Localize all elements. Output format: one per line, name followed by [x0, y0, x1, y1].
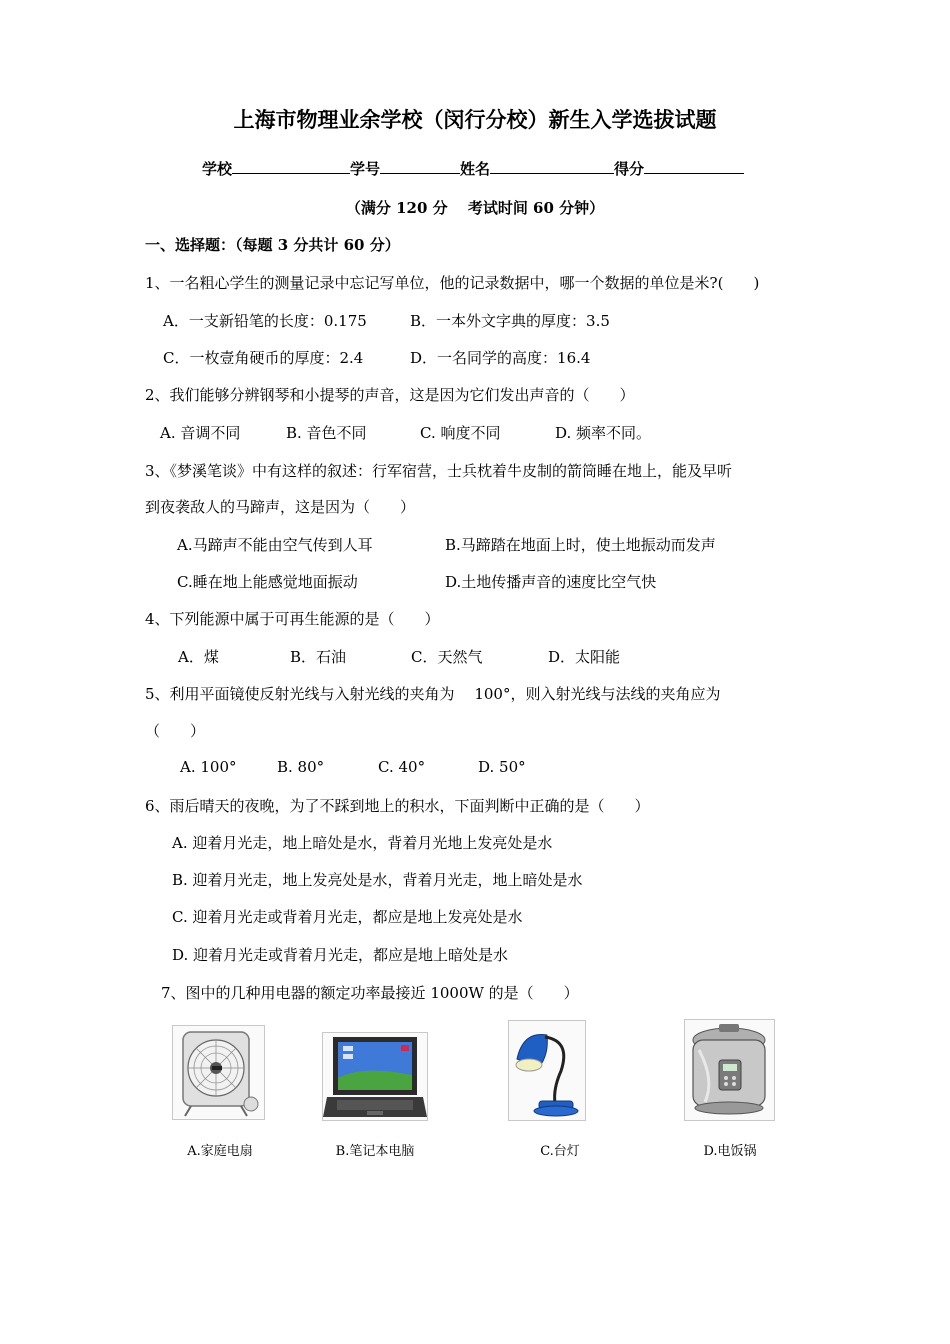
number-blank[interactable] [380, 159, 460, 174]
q1-option-b: B．一本外文字典的厚度：3.5 [410, 312, 610, 330]
q5-option-c: C. 40° [378, 758, 426, 776]
rice-cooker-image [684, 1019, 775, 1121]
q3-option-b: B.马蹄踏在地面上时，使土地振动而发声 [445, 536, 716, 554]
q5-option-a: A. 100° [180, 758, 237, 776]
q6-option-b: B. 迎着月光走，地上发亮处是水，背着月光走，地上暗处是水 [172, 871, 583, 889]
question-5-line-2: （ ） [145, 722, 206, 740]
question-3-line-1: 3、《梦溪笔谈》中有这样的叙述：行军宿营，士兵枕着牛皮制的箭筒睡在地上，能及早听 [145, 462, 733, 480]
question-6: 6、雨后晴天的夜晚，为了不踩到地上的积水，下面判断中正确的是（ ） [145, 797, 650, 815]
question-4: 4、下列能源中属于可再生能源的是（ ） [145, 610, 440, 628]
desk-lamp-image [508, 1020, 586, 1121]
q5-option-d: D. 50° [478, 758, 526, 776]
question-7: 7、图中的几种用电器的额定功率最接近 1000W 的是（ ） [161, 984, 579, 1002]
q1-option-c: C．一枚壹角硬币的厚度：2.4 [163, 349, 364, 367]
q4-option-c: C．天然气 [411, 648, 483, 666]
q2-option-b: B. 音色不同 [286, 424, 367, 442]
q1-option-a: A．一支新铅笔的长度：0.175 [163, 312, 367, 330]
q4-option-a: A．煤 [178, 648, 219, 666]
section-heading: 一、选择题：（每题 3 分共计 60 分） [145, 236, 400, 254]
school-label: 学校 [202, 160, 233, 178]
q2-option-a: A. 音调不同 [160, 424, 241, 442]
school-blank[interactable] [232, 159, 350, 174]
q3-option-a: A.马蹄声不能由空气传到人耳 [177, 536, 373, 554]
q1-option-d: D．一名同学的高度：16.4 [410, 349, 591, 367]
caption-fan: A.家庭电扇 [187, 1144, 253, 1159]
question-3-line-2: 到夜袭敌人的马蹄声，这是因为（ ） [145, 498, 416, 516]
caption-laptop: B.笔记本电脑 [335, 1144, 415, 1159]
q6-option-a: A. 迎着月光走，地上暗处是水，背着月光地上发亮处是水 [172, 834, 553, 852]
score-blank[interactable] [644, 159, 744, 174]
q2-option-c: C. 响度不同 [420, 424, 501, 442]
q4-option-d: D．太阳能 [548, 648, 621, 666]
exam-title: 上海市物理业余学校（闵行分校）新生入学选拔试题 [233, 107, 717, 132]
exam-info: （满分 120 分 考试时间 60 分钟） [345, 199, 605, 217]
name-label: 姓名 [460, 160, 491, 178]
caption-rice-cooker: D.电饭锅 [703, 1144, 757, 1159]
q3-option-c: C.睡在地上能感觉地面振动 [177, 573, 358, 591]
name-blank[interactable] [490, 159, 614, 174]
q6-option-c: C. 迎着月光走或背着月光走，都应是地上发亮处是水 [172, 908, 523, 926]
laptop-image [322, 1032, 428, 1121]
q4-option-b: B．石油 [290, 648, 347, 666]
score-label: 得分 [614, 160, 645, 178]
question-1: 1、一名粗心学生的测量记录中忘记写单位，他的记录数据中，哪一个数据的单位是米?( ) [145, 274, 760, 292]
q5-option-b: B. 80° [277, 758, 325, 776]
caption-lamp: C.台灯 [540, 1144, 580, 1159]
q3-option-d: D.土地传播声音的速度比空气快 [445, 573, 657, 591]
student-info-line [202, 158, 744, 179]
question-5-line-1: 5、利用平面镜使反射光线与入射光线的夹角为 100°，则入射光线与法线的夹角应为 [145, 685, 721, 703]
number-label: 学号 [350, 160, 381, 178]
fan-image [172, 1025, 265, 1120]
question-2: 2、我们能够分辨钢琴和小提琴的声音，这是因为它们发出声音的（ ） [145, 386, 635, 404]
q6-option-d: D. 迎着月光走或背着月光走，都应是地上暗处是水 [172, 946, 509, 964]
q2-option-d: D. 频率不同。 [555, 424, 652, 442]
